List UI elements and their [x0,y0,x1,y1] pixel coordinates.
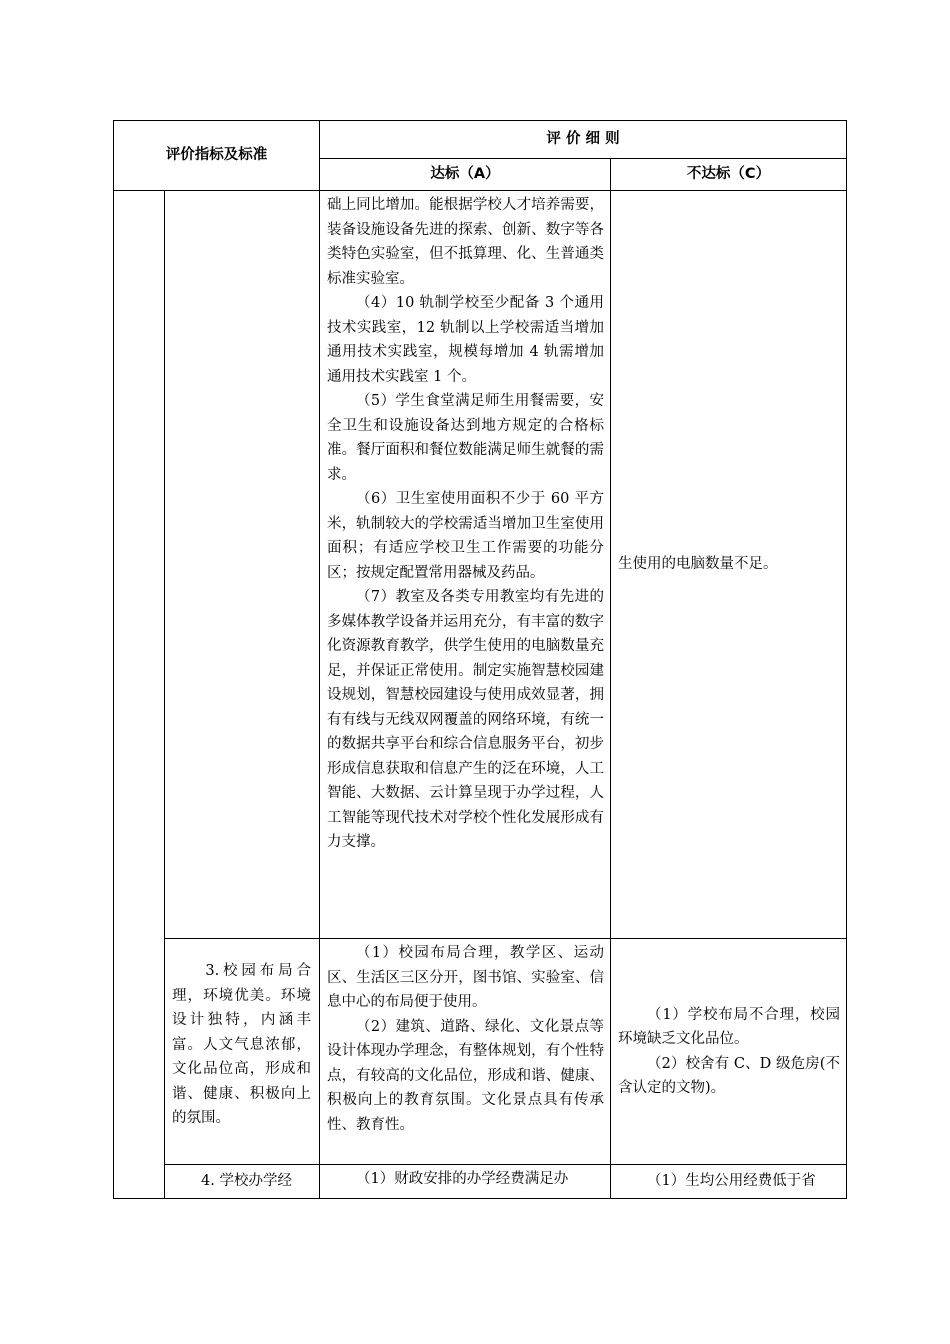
pass-paragraph: （1）财政安排的办学经费满足办 [356,1171,569,1187]
pass-paragraph: 础上同比增加。能根据学校人才培养需要，装备设施设备先进的探索、创新、数字等各类特色实验室，但不抵算理、化、生普通类标准实验室。 [327,197,604,287]
fail-paragraph: 生使用的电脑数量不足。 [618,556,778,573]
table-row [114,939,847,1165]
pass-cell [320,1165,611,1199]
fail-paragraph: （2）校舍有 C、D 级危房(不含认定的文物)。 [618,1055,840,1096]
evaluation-table [113,120,847,1199]
fail-paragraph: （1）学校布局不合理，校园环境缺乏文化品位。 [618,1006,840,1047]
category-cell [114,191,165,1199]
pass-cell [320,939,611,1165]
indicator-cell [165,191,320,939]
table-row [114,191,847,939]
pass-paragraph: （6）卫生室使用面积不少于 60 平方米，轨制较大的学校需适当增加卫生室使用面积；有适应学校卫生工作需要的功能分区；按规定配置常用器械及药品。 [327,491,604,581]
table-row [114,1165,847,1199]
header-details: 评 价 细 则 [320,121,847,159]
indicator-cell [165,939,320,1165]
pass-cell [320,191,611,939]
header-indicator: 评价指标及标准 [114,121,320,191]
fail-cell [611,1165,847,1199]
indicator-cell [165,1165,320,1199]
pass-paragraph: （5）学生食堂满足师生用餐需要，安全卫生和设施设备达到地方规定的合格标准。餐厅面积和餐位数能满足师生就餐的需求。 [327,393,604,483]
pass-paragraph: （4）10 轨制学校至少配备 3 个通用技术实践室，12 轨制以上学校需适当增加通用技术实践室，规模每增加 4 轨需增加通用技术实践室 1 个。 [327,295,604,385]
header-fail: 不达标（C） [611,159,847,191]
fail-paragraph: （1）生均公用经费低于省 [647,1173,816,1189]
pass-paragraph: （2）建筑、道路、绿化、文化景点等设计体现办学理念，有整体规划，有个性特点，有较高的文化品位，形成和谐、健康、积极向上的教育氛围。文化景点具有传承性、教育性。 [327,1018,604,1133]
fail-cell [611,939,847,1165]
fail-cell [611,191,847,939]
pass-paragraph: （7）教室及各类专用教室均有先进的多媒体教学设备并运用充分，有丰富的数字化资源教育教学，供学生使用的电脑数量充足，并保证正常使用。制定实施智慧校园建设规划，智慧校园建设与使用成效显著，拥有有线与无线双网覆盖的网络环境，有统一的数据共享平台和综合信息服务平台，初步形成信息获取和信息产生的泛在环境，人工智能、大数据、云计算呈现于办学过程，人工智能等现代技术对学校个性化发展形成有力支撑。 [327,589,604,850]
indicator-text: 4. 学校办学经 [201,1173,292,1189]
pass-paragraph: （1）校园布局合理，教学区、运动区、生活区三区分开，图书馆、实验室、信息中心的布局便于使用。 [327,945,604,1010]
header-pass: 达标（A） [320,159,611,191]
indicator-text: 3.校园布局合理，环境优美。环境设计独特，内涵丰富。人文气息浓郁，文化品位高，形成和谐、健康、积极向上的氛围。 [172,963,311,1126]
